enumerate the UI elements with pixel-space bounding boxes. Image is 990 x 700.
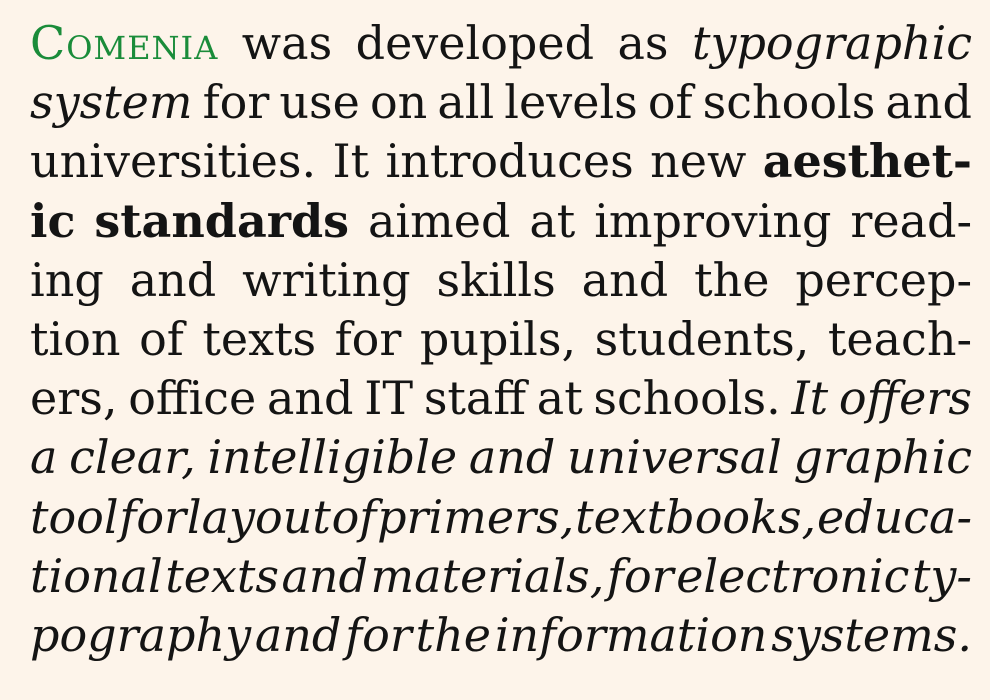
word: electronic (676, 548, 910, 603)
word: tional (30, 548, 163, 603)
word: all (437, 75, 495, 130)
word: office (128, 371, 257, 426)
word: pupils, (419, 312, 577, 366)
word: skills (436, 252, 556, 307)
word: texts (165, 548, 279, 603)
word: ing (30, 252, 104, 307)
word: systems. (771, 608, 972, 662)
word: intelligible (207, 430, 458, 485)
word: and (281, 548, 368, 603)
word: IT (364, 371, 414, 426)
text-line (30, 191, 972, 251)
text-line (30, 250, 972, 310)
word: ty- (911, 548, 972, 603)
text-line (30, 605, 972, 665)
word: schools (702, 75, 876, 130)
word: graphic (793, 430, 972, 485)
word: for (345, 608, 412, 662)
word: and (254, 608, 342, 662)
word: of (331, 489, 377, 544)
word: developed (355, 16, 595, 70)
text-line (30, 546, 972, 606)
word: It (332, 134, 370, 189)
word: pography (30, 608, 252, 662)
word: typographic (691, 16, 972, 70)
word: at (536, 371, 583, 426)
word: materials, (370, 548, 605, 603)
word: aimed (368, 193, 511, 248)
word: layout (186, 489, 331, 544)
word: ers, (30, 371, 118, 426)
word: system (30, 75, 193, 130)
word: teach- (827, 312, 972, 366)
word: schools. (593, 371, 781, 426)
word: of (139, 312, 184, 366)
word: a (30, 430, 58, 485)
word: for (202, 75, 270, 130)
word: and (468, 430, 556, 485)
word: was (241, 16, 333, 70)
word: and (581, 252, 669, 307)
word: educa- (816, 489, 972, 544)
word: universal (566, 430, 782, 485)
text-line (30, 72, 972, 132)
word: staff (423, 371, 527, 426)
word: aesthet- (762, 134, 972, 189)
word: writing (242, 252, 411, 307)
word: primers, (377, 489, 575, 544)
word: for (334, 312, 402, 366)
word: for (606, 548, 674, 603)
word: improving (594, 193, 832, 248)
word: the (694, 252, 770, 307)
word: for (119, 489, 187, 544)
word: and (129, 252, 217, 307)
word: introduces (385, 134, 634, 189)
word: use (279, 75, 360, 130)
word: textbooks, (575, 489, 817, 544)
word: as (617, 16, 669, 70)
word: information (494, 608, 768, 662)
word: and (885, 75, 972, 130)
text-line (30, 487, 972, 547)
word: universities. (30, 134, 317, 189)
word: and (267, 371, 354, 426)
word: students, (594, 312, 810, 366)
text-line (30, 309, 972, 369)
word: levels (504, 75, 638, 130)
word: clear, (69, 430, 196, 485)
word: new (650, 134, 747, 189)
text-line (30, 13, 972, 73)
word: the (415, 608, 492, 662)
word: standards (94, 193, 350, 248)
word: tion (30, 312, 121, 366)
text-line (30, 131, 972, 191)
word: on (369, 75, 428, 130)
brand-name: Comenia (30, 16, 219, 70)
word: offers (838, 371, 972, 426)
word: read- (850, 193, 972, 248)
word: ic (30, 193, 76, 248)
word: tool (30, 489, 119, 544)
word: of (647, 75, 693, 130)
text-line (30, 427, 972, 487)
text-line (30, 368, 972, 428)
word: texts (202, 312, 317, 366)
word: percep- (795, 252, 972, 307)
word: at (529, 193, 576, 248)
word: It (791, 371, 829, 426)
